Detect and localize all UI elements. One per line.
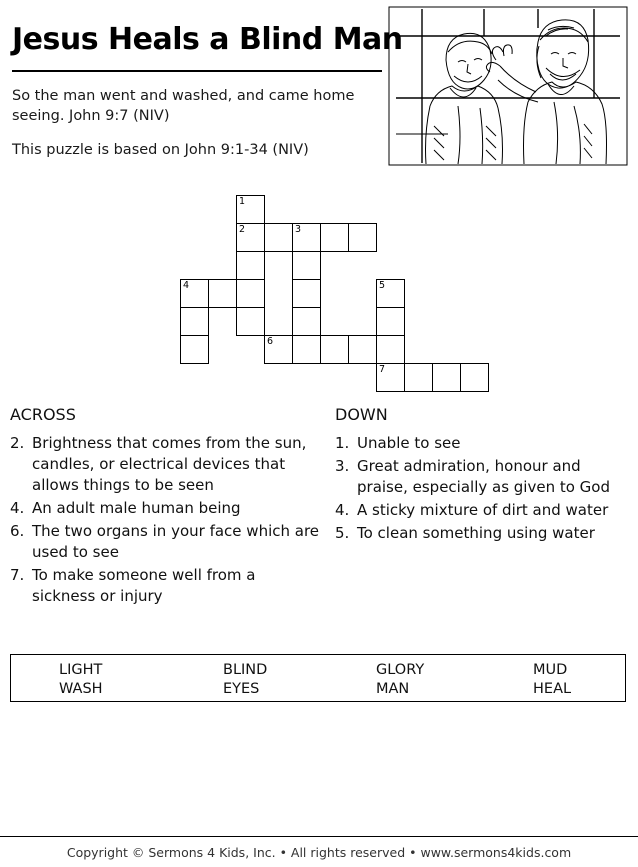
bible-verse: So the man went and washed, and came home seeing. John 9:7 (NIV) — [12, 88, 355, 124]
crossword-cell[interactable] — [180, 335, 209, 364]
cell-number: 5 — [379, 280, 386, 291]
footer-copyright: Copyright © Sermons 4 Kids, Inc. • All rights reserved • www.sermons4kids.com — [66, 845, 572, 860]
word-bank-word: MAN — [376, 681, 410, 697]
crossword-cell[interactable] — [292, 223, 321, 252]
clue-text: Brightness that comes from the sun, candles, or electrical devices that allows things to be seen — [32, 434, 307, 494]
crossword-cell[interactable] — [348, 335, 377, 364]
cell-number: 3 — [295, 224, 302, 235]
clue-number: 5. — [335, 524, 350, 542]
cell-number: 4 — [183, 280, 190, 291]
word-bank-column — [376, 661, 424, 699]
word-bank-column — [223, 661, 267, 699]
crossword-cell[interactable] — [376, 279, 405, 308]
clue-down-1 — [335, 433, 630, 454]
clue-across-4 — [10, 565, 320, 607]
clue-down-3 — [335, 500, 630, 521]
crossword-cell[interactable] — [236, 195, 265, 224]
across-column — [10, 405, 320, 609]
crossword-cell[interactable] — [404, 363, 433, 392]
word-bank-word: BLIND — [223, 662, 268, 678]
clue-number: 7. — [10, 566, 25, 584]
crossword-cell[interactable] — [236, 307, 265, 336]
crossword-cell[interactable] — [236, 279, 265, 308]
word-bank-word: HEAL — [533, 681, 572, 697]
word-bank-word: EYES — [223, 681, 260, 697]
crossword-cell[interactable] — [292, 335, 321, 364]
crossword-cell[interactable] — [376, 363, 405, 392]
word-bank-column — [59, 661, 103, 699]
crossword-cell[interactable] — [264, 223, 293, 252]
crossword-cell[interactable] — [376, 307, 405, 336]
crossword-cell[interactable] — [348, 223, 377, 252]
clue-number: 1. — [335, 434, 350, 452]
clue-across-1 — [10, 433, 320, 496]
clue-text: Unable to see — [357, 434, 461, 452]
clue-text: To make someone well from a sickness or injury — [32, 566, 256, 605]
crossword-cell[interactable] — [264, 335, 293, 364]
clue-down-2 — [335, 456, 630, 498]
crossword-cell[interactable] — [376, 335, 405, 364]
crossword-cell[interactable] — [180, 307, 209, 336]
page-title: Jesus Heals a Blind Man — [12, 22, 403, 57]
crossword-cell[interactable] — [432, 363, 461, 392]
crossword-cell[interactable] — [320, 223, 349, 252]
cell-number: 7 — [379, 364, 386, 375]
crossword-cell[interactable] — [460, 363, 489, 392]
cell-number: 2 — [239, 224, 246, 235]
down-column — [335, 405, 630, 546]
word-bank-column — [533, 661, 571, 699]
word-bank-word: MUD — [533, 662, 568, 678]
clue-across-2 — [10, 498, 320, 519]
clue-number: 3. — [335, 457, 350, 475]
clue-number: 4. — [10, 499, 25, 517]
crossword-cell[interactable] — [180, 279, 209, 308]
cell-number: 6 — [267, 336, 274, 347]
across-heading: ACROSS — [10, 405, 76, 424]
clue-text: A sticky mixture of dirt and water — [357, 501, 609, 519]
crossword-grid[interactable] — [180, 195, 470, 390]
crossword-cell[interactable] — [236, 251, 265, 280]
crossword-cell[interactable] — [292, 251, 321, 280]
crossword-cell[interactable] — [320, 335, 349, 364]
cell-number: 1 — [239, 196, 246, 207]
word-bank-word: LIGHT — [59, 662, 103, 678]
clue-number: 4. — [335, 501, 350, 519]
crossword-cell[interactable] — [292, 279, 321, 308]
clue-text: The two organs in your face which are used to see — [32, 522, 320, 561]
crossword-cell[interactable] — [292, 307, 321, 336]
clue-text: To clean something using water — [357, 524, 595, 542]
clue-down-4 — [335, 523, 630, 544]
puzzle-basis: This puzzle is based on John 9:1-34 (NIV) — [12, 142, 309, 158]
clue-number: 2. — [10, 434, 25, 452]
word-bank — [10, 654, 626, 702]
jesus-healing-blind-man-icon — [388, 6, 628, 166]
clue-text: An adult male human being — [32, 499, 241, 517]
crossword-cell[interactable] — [236, 223, 265, 252]
crossword-cell[interactable] — [208, 279, 237, 308]
title-divider — [12, 70, 382, 72]
down-heading: DOWN — [335, 405, 388, 424]
word-bank-word: GLORY — [376, 662, 425, 678]
clue-number: 6. — [10, 522, 25, 540]
word-bank-word: WASH — [59, 681, 103, 697]
footer-divider — [0, 836, 638, 837]
clue-text: Great admiration, honour and praise, especially as given to God — [357, 457, 611, 496]
clue-across-3 — [10, 521, 320, 563]
